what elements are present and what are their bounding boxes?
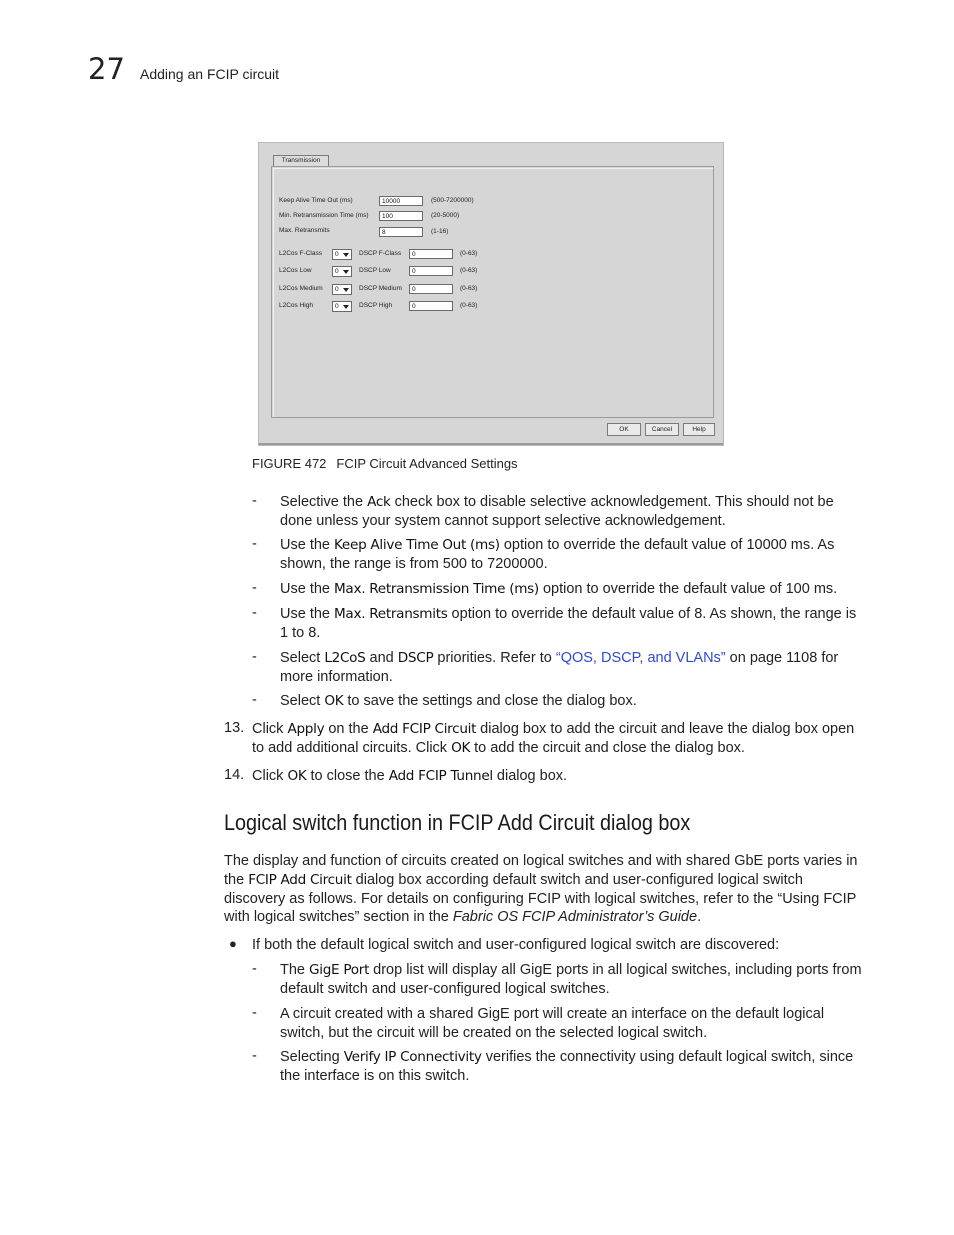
retrans-time-input[interactable]: 100 <box>379 211 423 221</box>
l2cos-high-dropdown[interactable]: 0 <box>332 301 352 312</box>
list-item: Selecting Verify IP Connectivity verifies the connectivity using default logical switch, since the interface is on this switch. <box>280 1049 854 1084</box>
chapter-title: Adding an FCIP circuit <box>140 66 280 82</box>
qos-dscp-vlans-link[interactable]: “QOS, DSCP, and VLANs” <box>555 650 726 666</box>
l2cos-low-dropdown[interactable]: 0 <box>332 266 352 277</box>
dscp-low-input[interactable]: 0 <box>409 266 453 276</box>
dscp-medium-input[interactable]: 0 <box>409 284 453 294</box>
chapter-number: 27 <box>88 52 125 86</box>
retrans-time-label: Min. Retransmission Time (ms) <box>279 212 369 219</box>
retrans-time-range: (20-5000) <box>431 212 460 219</box>
keep-alive-label: Keep Alive Time Out (ms) <box>279 197 353 204</box>
cancel-button[interactable]: Cancel <box>645 423 679 436</box>
figure-caption <box>252 456 518 471</box>
keep-alive-range: (500-7200000) <box>431 197 474 204</box>
list-item: Use the Keep Alive Time Out (ms) option to override the default value of 10000 ms. As shown, the range is from 500 to 7200000. <box>280 537 835 572</box>
list-item: Use the Max. Retransmits option to override the default value of 8. As shown, the range is 1 to 8. <box>280 606 857 641</box>
dscp-high-label: DSCP High <box>359 302 393 309</box>
section-heading: Logical switch function in FCIP Add Circuit dialog box <box>224 810 691 835</box>
list-item: The GigE Port drop list will display all GigE ports in all logical switches, including ports from default switch and user-configured logical switches. <box>280 962 862 997</box>
bullet-icon: ● <box>229 936 237 951</box>
step-13: Click Apply on the Add FCIP Circuit dialog box to add the circuit and leave the dialog box open to add additional circuits. Click OK to add the circuit and close the dialog box. <box>252 721 855 756</box>
tab-transmission[interactable]: Transmission <box>273 155 329 166</box>
dscp-fclass-input[interactable]: 0 <box>409 249 453 259</box>
dscp-fclass-label: DSCP F-Class <box>359 250 402 257</box>
chevron-down-icon <box>343 305 349 309</box>
list-item: Selective the Ack check box to disable selective acknowledgement. This should not be done unless your system cannot support selective acknowledgement. <box>280 494 834 529</box>
keep-alive-input[interactable]: 10000 <box>379 196 423 206</box>
step-14: Click OK to close the Add FCIP Tunnel dialog box. <box>252 768 568 784</box>
dscp-fclass-range: (0-63) <box>460 250 478 257</box>
chevron-down-icon <box>343 288 349 292</box>
advanced-settings-dialog <box>258 142 724 446</box>
dialog-bottom-border <box>259 443 723 445</box>
dscp-medium-range: (0-63) <box>460 285 478 292</box>
l2cos-medium-label: L2Cos Medium <box>279 285 323 292</box>
l2cos-low-label: L2Cos Low <box>279 267 312 274</box>
dscp-medium-label: DSCP Medium <box>359 285 402 292</box>
dscp-low-range: (0-63) <box>460 267 478 274</box>
max-retrans-label: Max. Retransmits <box>279 227 330 234</box>
list-item: A circuit created with a shared GigE port will create an interface on the default logical switch, but the circuit will be created on the selected logical switch. <box>280 1006 825 1041</box>
l2cos-medium-dropdown[interactable]: 0 <box>332 284 352 295</box>
chevron-down-icon <box>343 253 349 257</box>
max-retrans-range: (1-16) <box>431 228 449 235</box>
l2cos-high-label: L2Cos High <box>279 302 313 309</box>
l2cos-fclass-dropdown[interactable]: 0 <box>332 249 352 260</box>
dscp-low-label: DSCP Low <box>359 267 391 274</box>
max-retrans-input[interactable]: 8 <box>379 227 423 237</box>
help-button[interactable]: Help <box>683 423 715 436</box>
figure-title: FCIP Circuit Advanced Settings <box>336 456 518 471</box>
l2cos-fclass-label: L2Cos F-Class <box>279 250 322 257</box>
figure-number: FIGURE 472 <box>252 456 327 471</box>
chevron-down-icon <box>343 270 349 274</box>
step-number: 14. <box>224 767 245 783</box>
ok-button[interactable]: OK <box>607 423 641 436</box>
list-item: Use the Max. Retransmission Time (ms) option to override the default value of 100 ms. <box>280 581 838 597</box>
intro-paragraph: The display and function of circuits created on logical switches and with shared GbE ports varies in the FCIP Add Circuit dialog box according default switch and user-configured logical switch discovery as follows. For details on configuring FCIP with logical switches, refer to the “Using FCIP with logical switches” section in the Fabric OS FCIP Administrator’s Guide. <box>224 853 858 926</box>
dscp-high-range: (0-63) <box>460 302 478 309</box>
step-number: 13. <box>224 720 245 736</box>
list-item: Select L2CoS and DSCP priorities. Refer to “QOS, DSCP, and VLANs” on page 1108 for more information. <box>280 650 839 685</box>
dscp-high-input[interactable]: 0 <box>409 301 453 311</box>
list-item: Select OK to save the settings and close the dialog box. <box>280 693 637 709</box>
bullet-item: If both the default logical switch and user-configured logical switch are discovered: <box>252 937 780 953</box>
